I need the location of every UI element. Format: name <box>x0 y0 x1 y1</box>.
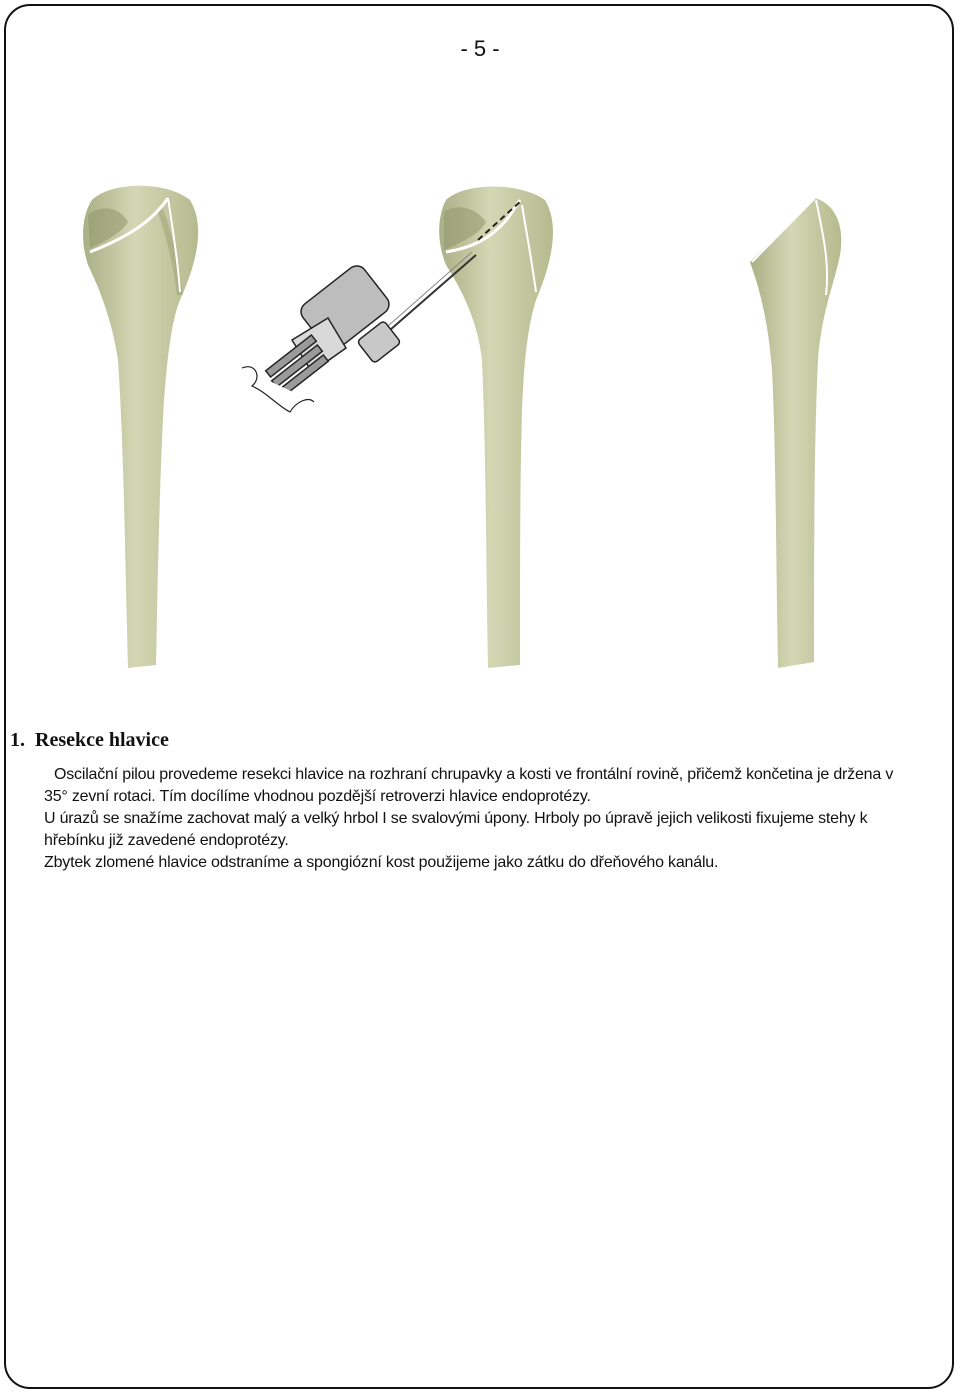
humerus-intact <box>83 186 198 668</box>
paragraph-2: U úrazů se snažíme zachovat malý a velký hrbol I se svalovými úpony. Hrboly po úpravě jejich velikosti fixujeme stehy k hřebínku již zavedené endoprotézy. <box>44 810 868 849</box>
paragraph-3: Zbytek zlomené hlavice odstraníme a spongiózní kost použijeme jako zátku do dřeňového kanálu. <box>44 854 719 871</box>
resection-illustration <box>0 170 960 690</box>
humerus-resected <box>750 198 841 668</box>
oscillating-saw <box>242 252 476 412</box>
body-text <box>44 764 914 874</box>
page-number: - 5 - <box>460 36 500 61</box>
section-heading <box>10 729 169 752</box>
paragraph-1: Oscilační pilou provedeme resekci hlavice na rozhraní chrupavky a kosti ve frontální rovině, přičemž končetina je držena v 35° zevní rotaci. Tím docílíme vhodnou pozdější retroverzi hlavice endoprotézy. <box>44 766 894 805</box>
humerus-cutting <box>439 187 553 669</box>
section-title: Resekce hlavice <box>35 729 169 751</box>
section-number: 1. <box>10 729 25 751</box>
